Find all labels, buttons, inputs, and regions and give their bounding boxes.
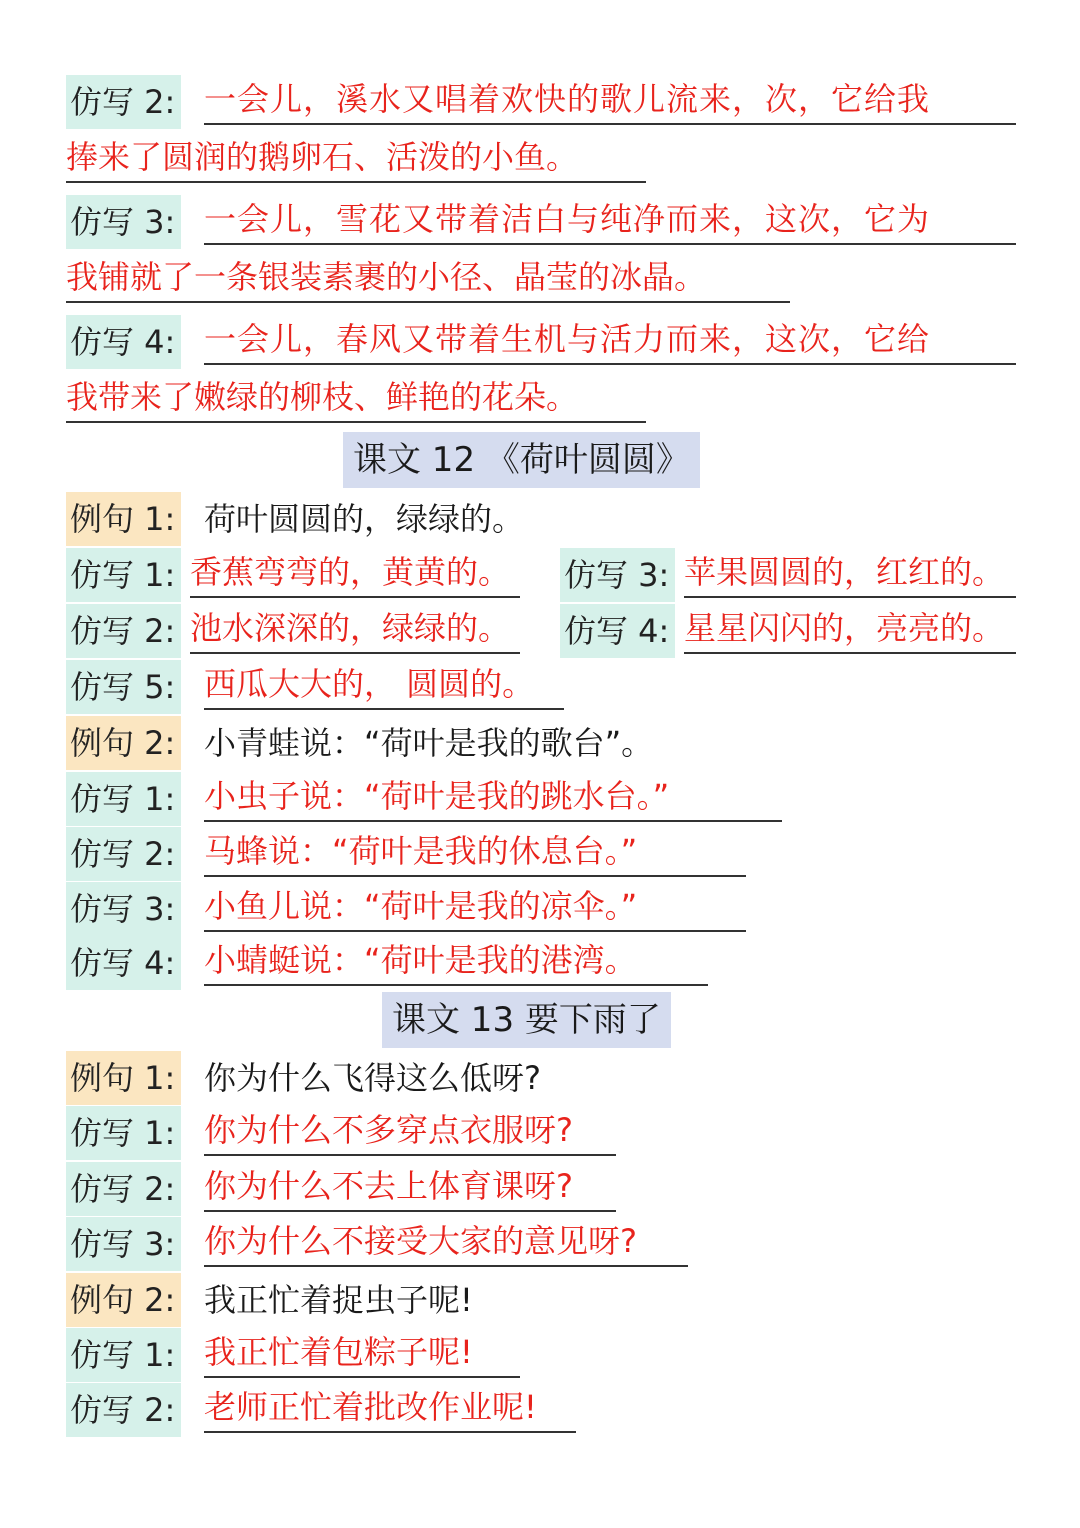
answer-text: 香蕉弯弯的，黄黄的。 — [190, 548, 520, 598]
label-fangxie-2: 仿写 2: — [66, 1383, 181, 1437]
answer-text: 星星闪闪的，亮亮的。 — [684, 604, 1016, 654]
answer-text: 马蜂说：“荷叶是我的休息台。” — [204, 827, 746, 877]
answer-text: 我正忙着包粽子呢! — [204, 1328, 520, 1378]
label-fangxie-4: 仿写 4: — [560, 604, 675, 658]
answer-text-cont: 我铺就了一条银装素裹的小径、晶莹的冰晶。 — [66, 253, 790, 303]
answer-text: 一会儿，溪水又唱着欢快的歌儿流来，次，它给我 — [204, 75, 1016, 125]
example-text: 你为什么飞得这么低呀? — [204, 1059, 541, 1097]
label-fangxie-1: 仿写 1: — [66, 1106, 181, 1160]
answer-text: 你为什么不接受大家的意见呀? — [204, 1217, 688, 1267]
label-fangxie-2: 仿写 2: — [66, 75, 181, 129]
label-fangxie-3: 仿写 3: — [66, 882, 181, 936]
example-text: 荷叶圆圆的，绿绿的。 — [204, 500, 525, 538]
label-fangxie-2: 仿写 2: — [66, 1162, 181, 1216]
lesson-12-title: 课文 12 《荷叶圆圆》 — [343, 432, 700, 488]
example-text: 小青蛙说：“荷叶是我的歌台”。 — [204, 724, 654, 762]
example-text: 我正忙着捉虫子呢! — [204, 1281, 473, 1319]
label-fangxie-2: 仿写 2: — [66, 604, 181, 658]
label-fangxie-1: 仿写 1: — [66, 772, 181, 826]
label-example-2: 例句 2: — [66, 716, 181, 770]
label-fangxie-3: 仿写 3: — [66, 195, 181, 249]
label-example-1: 例句 1: — [66, 492, 181, 546]
answer-text-cont: 我带来了嫩绿的柳枝、鲜艳的花朵。 — [66, 373, 646, 423]
label-fangxie-3: 仿写 3: — [66, 1217, 181, 1271]
label-fangxie-4: 仿写 4: — [66, 315, 181, 369]
answer-text: 小蜻蜓说：“荷叶是我的港湾。 — [204, 936, 708, 986]
answer-text: 一会儿，春风又带着生机与活力而来，这次，它给 — [204, 315, 1016, 365]
answer-text: 你为什么不多穿点衣服呀? — [204, 1106, 616, 1156]
answer-text: 西瓜大大的， 圆圆的。 — [204, 660, 564, 710]
label-fangxie-2: 仿写 2: — [66, 827, 181, 881]
lesson-13-title: 课文 13 要下雨了 — [382, 992, 671, 1048]
answer-text: 小鱼儿说：“荷叶是我的凉伞。” — [204, 882, 746, 932]
label-fangxie-1: 仿写 1: — [66, 1328, 181, 1382]
answer-text: 苹果圆圆的，红红的。 — [684, 548, 1016, 598]
label-example-2: 例句 2: — [66, 1273, 181, 1327]
answer-text: 一会儿，雪花又带着洁白与纯净而来，这次，它为 — [204, 195, 1016, 245]
label-fangxie-5: 仿写 5: — [66, 660, 181, 714]
answer-text: 老师正忙着批改作业呢! — [204, 1383, 576, 1433]
label-fangxie-1: 仿写 1: — [66, 548, 181, 602]
answer-text-cont: 捧来了圆润的鹅卵石、活泼的小鱼。 — [66, 133, 646, 183]
answer-text: 小虫子说：“荷叶是我的跳水台。” — [204, 772, 782, 822]
label-fangxie-3: 仿写 3: — [560, 548, 675, 602]
answer-text: 你为什么不去上体育课呀? — [204, 1162, 616, 1212]
answer-text: 池水深深的，绿绿的。 — [190, 604, 520, 654]
label-example-1: 例句 1: — [66, 1051, 181, 1105]
label-fangxie-4: 仿写 4: — [66, 936, 181, 990]
